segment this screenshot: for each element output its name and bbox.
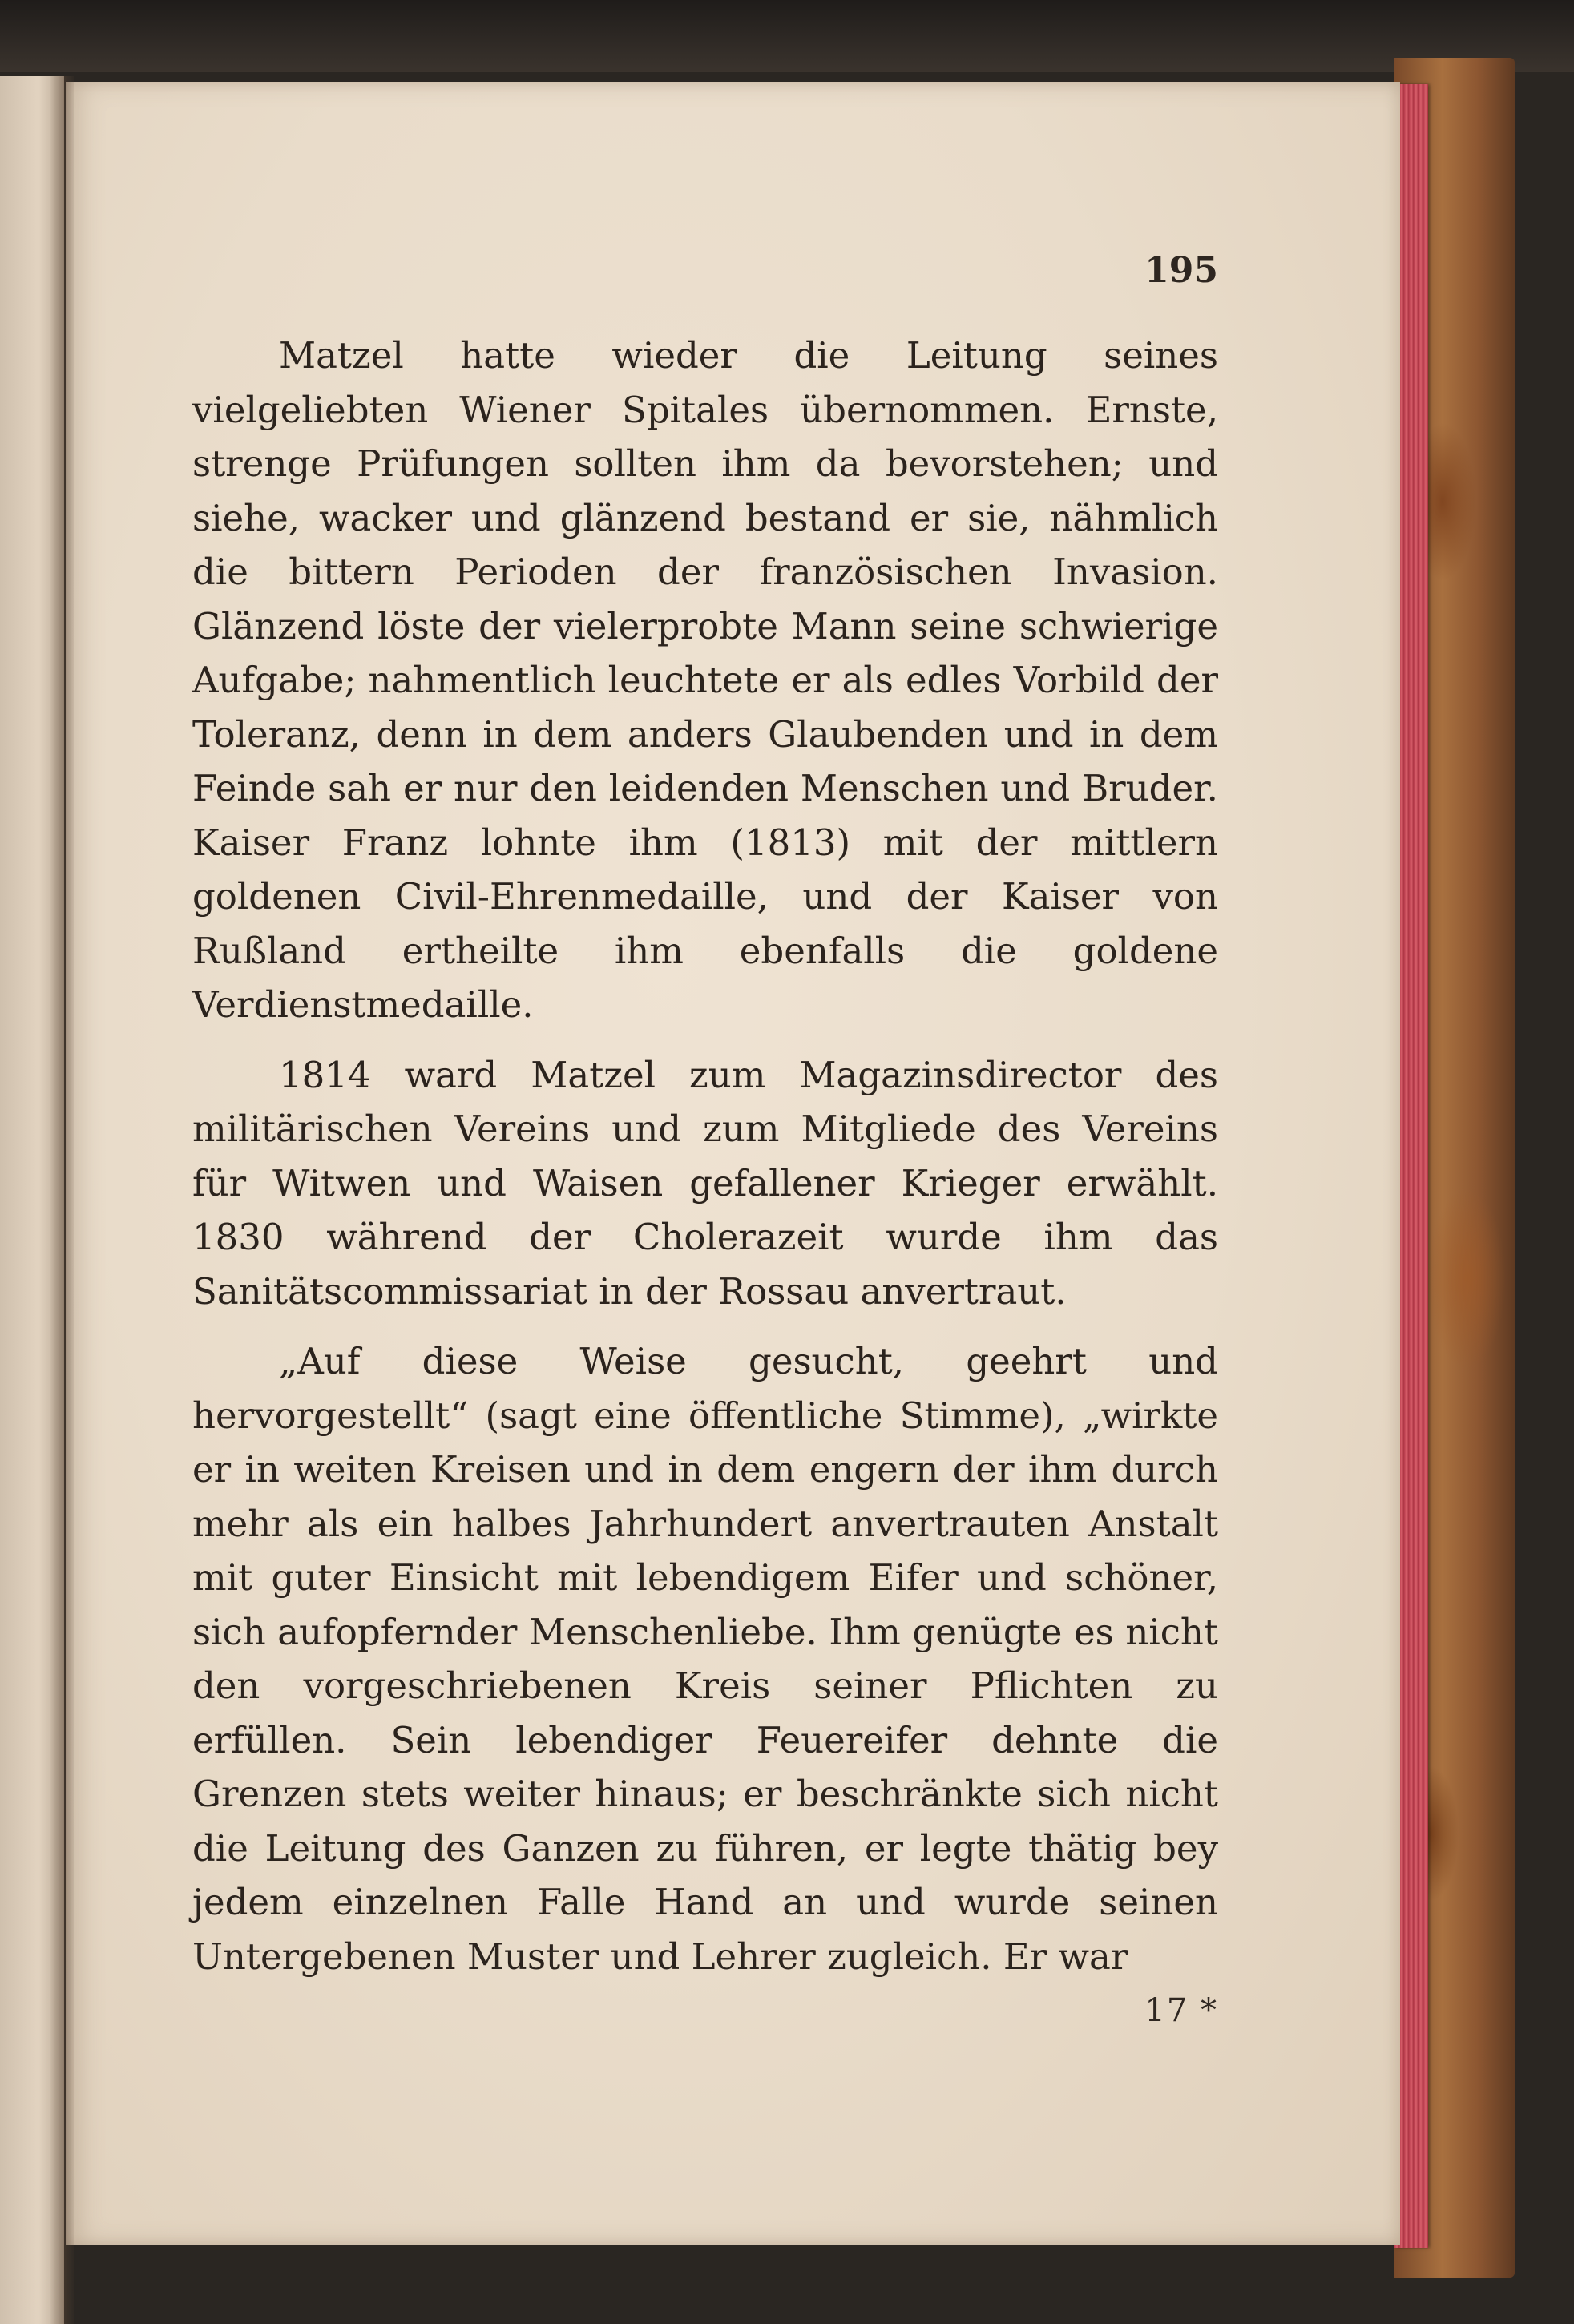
spine-shadow (50, 76, 74, 2324)
scanner-backdrop (0, 0, 1574, 72)
paragraph-3: „Auf diese Weise gesucht, geehrt und hervorgestellt“ (sagt eine öffentliche Stimme), „wirkte er in weiten Kreisen und in dem engern der ihm durch mehr als ein halbes Jahrhundert anvertrauten Anstalt mit guter Einsicht mit lebendigem Eifer und schöner, sich aufopfernder Menschenliebe. Ihm genügte es nicht den vorgeschriebenen Kreis seiner Pflichten zu erfüllen. Sein lebendiger Feuereifer dehnte die Grenzen stets weiter hinaus; er beschränkte sich nicht die Leitung des Ganzen zu führen, er legte thätig bey jedem einzelnen Falle Hand an und wurde seinen Untergebenen Muster und Lehrer zugleich. Er war (192, 1340, 1218, 1978)
paragraph-1: Matzel hatte wieder die Leitung seines vielgeliebten Wiener Spitales übernommen. Ernste, strenge Prüfungen sollten ihm da bevorstehen; und siehe, wacker und glänzend bestand er sie, nähmlich die bittern Perioden der französischen Invasion. Glänzend löste der vielerprobte Mann seine schwierige Aufgabe; nahmentlich leuchtete er als edles Vorbild der Toleranz, denn in dem anders Glaubenden und in dem Feinde sah er nur den leidenden Menschen und Bruder. Kaiser Franz lohnte ihm (1813) mit der mittlern goldenen Civil-Ehrenmedaille, und der Kaiser von Rußland ertheilte ihm ebenfalls die goldene Verdienstmedaille. (192, 334, 1218, 1026)
paragraph-2: 1814 ward Matzel zum Magazinsdirector des militärischen Vereins und zum Mitgliede des Vereins für Witwen und Waisen gefallener Krieger erwählt. 1830 während der Cholerazeit wurde ihm das Sanitätscommissariat in der Rossau anvertraut. (192, 1053, 1218, 1313)
body-text (192, 329, 1218, 1983)
signature-mark: 17 * (1144, 1992, 1218, 2029)
page-number: 195 (1144, 250, 1218, 291)
